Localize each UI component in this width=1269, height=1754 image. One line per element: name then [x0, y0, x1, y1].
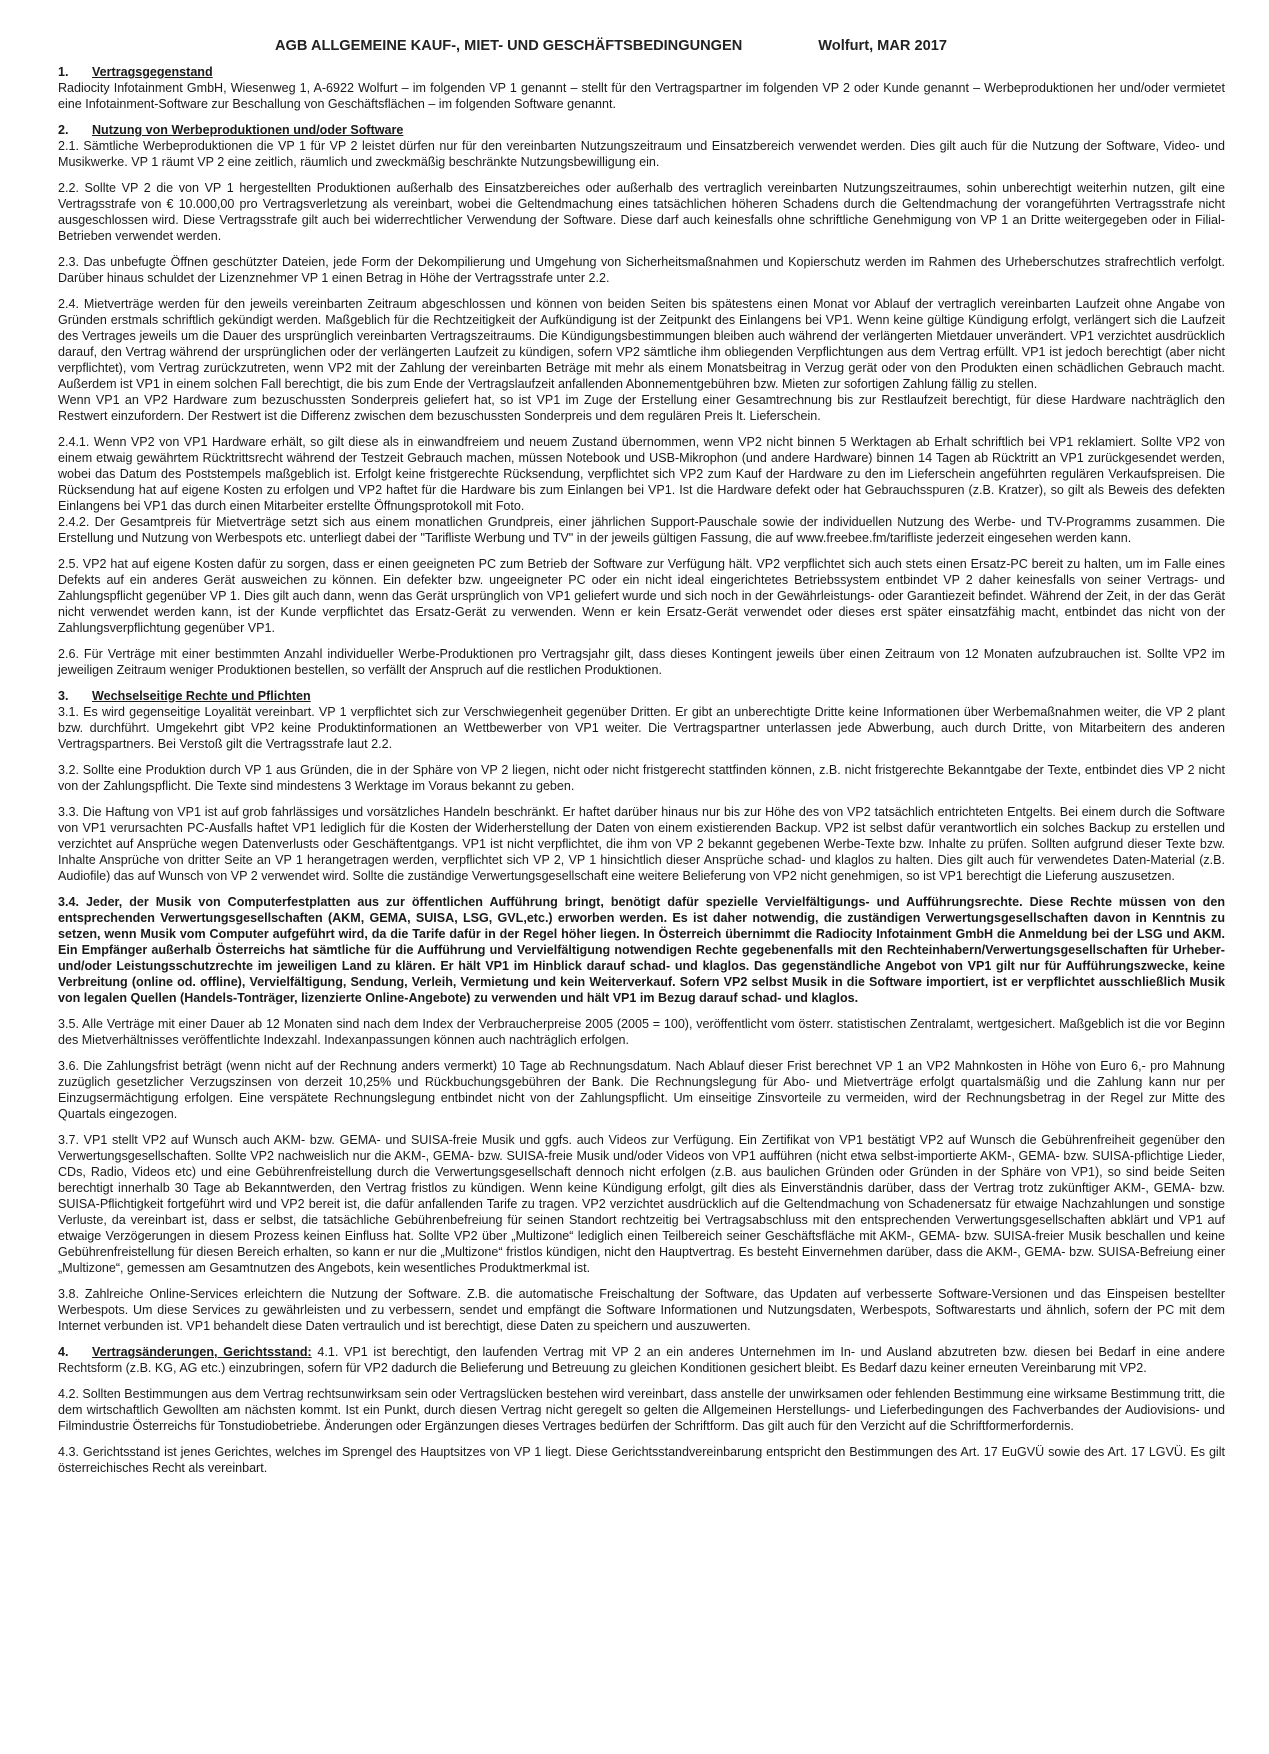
document-header — [58, 38, 1225, 54]
section-1 — [58, 64, 1225, 112]
paragraph-2-5: 2.5. VP2 hat auf eigene Kosten dafür zu sorgen, dass er einen geeigneten PC zum Betrieb der Software zur Verfügung hält. VP2 verpflichtet sich auch stets einen Ersatz-PC bereit zu halten, um im Falle eines Defekts auf ein anderes Gerät ausweichen zu können. Ein defekter bzw. ungeeigneter PC oder ein nicht ideal eingerichtetes Betriebssystem entbindet VP 2 daher keinesfalls von seiner Vertrags- und Zahlungspflicht gegenüber VP 1. Dies gilt auch dann, wenn das Gerät ursprünglich von VP1 geliefert wurde und sich noch in der Gewährleistungs- oder Garantiezeit befindet. Während der Zeit, in der das Gerät nicht verwendet werden kann, ist der Kunde verpflichtet das Ersatz-Gerät zu verwenden. Wenn er kein Ersatz-Gerät verwendet oder dieses erst später einsatzfähig macht, entbindet das nicht von der Zahlungsverpflichtung gegenüber VP1. — [58, 557, 1225, 635]
paragraph-4-2: 4.2. Sollten Bestimmungen aus dem Vertrag rechtsunwirksam sein oder Vertragslücken bestehen wird vereinbart, dass anstelle der unwirksamen oder fehlenden Bestimmung eine wirksame Bestimmung tritt, die dem wirtschaftlich Gewollten am nächsten kommt. Ist ein Punkt, durch diesen Vertrag nicht geregelt so gelten die Allgemeinen Herstellungs- und Lieferbedingungen des Fachverbandes der Audiovisions- und Filmindustrie Österreichs für Tonstudiobetriebe. Änderungen oder Ergänzungen dieses Vertrages bedürfen der Schriftform. Das gilt auch für den Verzicht auf die Schriftformerfordernis. — [58, 1387, 1225, 1433]
section-1-number: 1. — [58, 65, 69, 79]
section-2-title: Nutzung von Werbeproduktionen und/oder Software — [92, 123, 404, 137]
paragraph-3-2: 3.2. Sollte eine Produktion durch VP 1 aus Gründen, die in der Sphäre von VP 2 liegen, nicht oder nicht fristgerecht stattfinden können, z.B. nicht fristgerechte Bekanntgabe der Texte, entbindet dies VP 2 nicht von der Zahlungspflicht. Die Texte sind mindestens 3 Werktage im Voraus bekannt zu geben. — [58, 763, 1225, 793]
section-4-number: 4. — [58, 1345, 69, 1359]
paragraph-2-2: 2.2. Sollte VP 2 die von VP 1 hergestellten Produktionen außerhalb des Einsatzbereiches oder außerhalb des vertraglich vereinbarten Nutzungszeitraumes, sohin unberechtigt weiterhin nutzen, gilt eine Vertragsstrafe von € 10.000,00 pro Vertragsverletzung als vereinbart, wobei die Geltendmachung eines tatsächlichen höheren Schadens durch die Geltendmachung der vorangeführten Vertragsstrafe nicht ausgeschlossen wird. Diese Vertragsstrafe gilt auch bei widerrechtlicher Verwendung der Software. Diese darf auch keinesfalls ohne schriftliche Genehmigung von VP 1 an Dritte weitergegeben oder in Filial-Betrieben verwendet werden. — [58, 181, 1225, 243]
section-4 — [58, 1344, 1225, 1476]
place-date: Wolfurt, MAR 2017 — [818, 38, 947, 54]
paragraph-3-5: 3.5. Alle Verträge mit einer Dauer ab 12 Monaten sind nach dem Index der Verbraucherpreise 2005 (2005 = 100), veröffentlicht vom österr. statistischen Zentralamt, wertgesichert. Maßgeblich ist die vor Beginn des Mietverhältnisses veröffentlichte Indexzahl. Indexanpassungen können auch nachträglich erfolgen. — [58, 1017, 1225, 1047]
paragraph-2-6: 2.6. Für Verträge mit einer bestimmten Anzahl individueller Werbe-Produktionen pro Vertragsjahr gilt, dass dieses Kontingent jeweils über einen Zeitraum von 12 Monaten aufzubrauchen ist. Sollte VP2 im jeweiligen Zeitraum weniger Produktionen bestellen, so verfällt der Anspruch auf die restlichen Produktionen. — [58, 647, 1225, 677]
section-2-heading — [58, 122, 1225, 138]
section-2 — [58, 122, 1225, 678]
paragraph-3-1: 3.1. Es wird gegenseitige Loyalität vereinbart. VP 1 verpflichtet sich zur Verschwiegenheit gegenüber Dritten. Er gibt an unberechtigte Dritte keine Informationen über Werbemaßnahmen weiter, die VP 2 plant bzw. durchführt. Umgekehrt gibt VP2 keine Produktinformationen an Wettbewerber von VP1 weiter. Die Vertragspartner unterlassen jede Abwerbung, auch durch Dritte, von Mitarbeitern des anderen Vertragspartners. Bei Verstoß gilt die Vertragsstrafe laut 2.2. — [58, 705, 1225, 751]
paragraph-3-4: 3.4. Jeder, der Musik von Computerfestplatten aus zur öffentlichen Aufführung bringt, benötigt dafür spezielle Vervielfältigungs- und Aufführungsrechte. Diese Rechte müssen von den entsprechenden Verwertungsgesellschaften (AKM, GEMA, SUISA, LSG, GVL,etc.) erworben werden. Es ist daher notwendig, die zuständigen Verwertungsgesellschaften davon in Kenntnis zu setzen, wenn Musik vom Computer aufgeführt wird, da die Tarife dafür in der Regel höher liegen. In Österreich übernimmt die Radiocity Infotainment GmbH die Anmeldung bei der LSG und AKM. Ein Empfänger außerhalb Österreichs hat sämtliche für die Aufführung und Vervielfältigung notwendigen Rechte gegebenenfalls mit den Rechteinhabern/Verwertungsgesellschaften für Urheber- und/oder Leistungsschutzrechte im jeweiligen Land zu klären. Er hält VP1 im Hinblick darauf schad- und klaglos. Das gegenständliche Angebot von VP1 gilt nur für Aufführungszwecke, keine Verbreitung (online od. offline), Vervielfältigung, Sendung, Verleih, Vermietung und kein Weiterverkauf. Sofern VP2 selbst Musik in die Software importiert, ist er verpflichtet ausschließlich Musik von legalen Quellen (Handels-Tonträger, lizenzierte Online-Angebote) zu verwenden und hält VP1 im Bezug darauf schad- und klaglos. — [58, 895, 1225, 1005]
paragraph-2-4-2: 2.4.2. Der Gesamtpreis für Mietverträge setzt sich aus einem monatlichen Grundpreis, einer jährlichen Support-Pauschale sowie der individuellen Nutzung des Werbe- und TV-Programms zusammen. Die Erstellung und Nutzung von Werbespots etc. unterliegt dabei der "Tarifliste Werbung und TV" in der jeweils gültigen Fassung, die auf www.freebee.fm/tarifliste jederzeit eingesehen werden kann. — [58, 515, 1225, 545]
paragraph-4-3: 4.3. Gerichtsstand ist jenes Gerichtes, welches im Sprengel des Hauptsitzes von VP 1 liegt. Diese Gerichtsstandvereinbarung entspricht den Bestimmungen des Art. 17 EuGVÜ sowie des Art. 17 LGVÜ. Es gilt österreichisches Recht als vereinbart. — [58, 1445, 1225, 1475]
paragraph-3-8: 3.8. Zahlreiche Online-Services erleichtern die Nutzung der Software. Z.B. die automatische Freischaltung der Software, das Updaten auf verbesserte Software-Versionen und das Einspeisen bestellter Werbespots. Um diese Services zu gewährleisten und zu verbessern, sendet und empfängt die Software Informationen und Nutzungsdaten, Werbespots, Softwarestarts und ähnlich, sofern der PC mit dem Internet verbunden ist. VP1 behandelt diese Daten vertraulich und ist berechtigt, diese Daten zu speichern und auszuwerten. — [58, 1287, 1225, 1333]
paragraph-4-1-text: 4.1. VP1 ist berechtigt, den laufenden Vertrag mit VP 2 an ein anderes Unternehmen im In- und Ausland abzutreten bzw. diesen bei Bedarf in eine andere Rechtsform (z.B. KG, AG etc.) einzubringen, sofern für VP2 dadurch die Belieferung und Betreuung zu gleichen Konditionen gesichert bleibt. Es Bedarf dazu keiner erneuten Vereinbarung mit VP2. — [58, 1345, 1225, 1375]
section-3-heading — [58, 688, 1225, 704]
paragraph-3-3: 3.3. Die Haftung von VP1 ist auf grob fahrlässiges und vorsätzliches Handeln beschränkt. Er haftet darüber hinaus nur bis zur Höhe des von VP2 tatsächlich entrichteten Entgelts. Bei einem durch die Software von VP1 verursachten PC-Ausfalls haftet VP1 lediglich für die Kosten der Widerherstellung der Daten von einem existierenden Backup. VP2 ist selbst dafür verantwortlich ein solches Backup zu erstellen und verzichtet auf Ansprüche wegen Datenverlusts oder Geschäftentgangs. VP1 ist nicht verpflichtet, die ihm von VP 2 bekannt gegebenen Werbe-Texte bzw. Inhalte zu prüfen. Sollten aufgrund dieser Texte bzw. Inhalte Ansprüche von dritter Seite an VP 1 herangetragen werden, verpflichtet sich VP 2, VP 1 hinsichtlich dieser Ansprüche schad- und klaglos zu halten. Dies gilt auch für verwendetes Daten-Material (z.B. Audiofile) das auf Wunsch von VP 2 verwendet wird. Sollte die zuständige Verwertungsgesellschaft eine weitere Belieferung von VP2 nicht genehmigen, so ist VP1 berechtigt die Lieferung auszusetzen. — [58, 805, 1225, 883]
section-1-title: Vertragsgegenstand — [92, 65, 213, 79]
section-2-number: 2. — [58, 123, 69, 137]
section-4-title: Vertragsänderungen, Gerichtsstand: — [92, 1345, 312, 1359]
section-3-number: 3. — [58, 689, 69, 703]
paragraph-2-1: 2.1. Sämtliche Werbeproduktionen die VP 1 für VP 2 leistet dürfen nur für den vereinbarten Nutzungszeitraum und Einsatzbereich verwendet werden. Dies gilt auch für die Nutzung der Software, Video- und Musikwerke. VP 1 räumt VP 2 eine zeitlich, räumlich und zweckmäßig beschränkte Nutzungsbewilligung ein. — [58, 139, 1225, 169]
paragraph-2-4: 2.4. Mietverträge werden für den jeweils vereinbarten Zeitraum abgeschlossen und können von beiden Seiten bis spätestens einen Monat vor Ablauf der vertraglich vereinbarten Laufzeit ohne Angabe von Gründen erstmals schriftlich gekündigt werden. Maßgeblich für die Rechtzeitigkeit der Aufkündigung ist der Zeitpunkt des Einlangens bei VP1. Wenn keine gültige Kündigung erfolgt, verlängert sich die Laufzeit des Vertrages jeweils um die Dauer des ursprünglich vereinbarten Vertragszeitraums. Die Kündigungsbestimmungen bleiben auch während der verlängerten Mietdauer unverändert. VP1 verzichtet ausdrücklich darauf, den Vertrag während der ursprünglichen oder der verlängerten Laufzeit zu kündigen, sofern VP2 sämtliche ihm obliegenden Verpflichtungen aus dem Vertrag erfüllt. VP1 ist jedoch berechtigt (aber nicht verpflichtet), vom Vertrag zurückzutreten, wenn VP2 mit der Zahlung der vereinbarten Beträge mit mehr als einem Monatsbeitrag in Verzug gerät oder von den Produkten einen schädlichen Gebrauch macht. Außerdem ist VP1 in einem solchen Fall berechtigt, die bis zum Ende der Vertragslaufzeit anfallenden Abonnementgebühren bzw. Mieten zur sofortigen Zahlung fällig zu stellen. — [58, 297, 1225, 391]
paragraph-2-4-hardware: Wenn VP1 an VP2 Hardware zum bezuschussten Sonderpreis geliefert hat, so ist VP1 im Zuge der Erstellung einer Gesamtrechnung bis zur Restlaufzeit berechtigt, für diese Hardware nachträglich den Restwert einzufordern. Der Restwert ist die Differenz zwischen dem bezuschussten Sonderpreis und dem regulären Preis lt. Lieferschein. — [58, 393, 1225, 423]
paragraph-3-6: 3.6. Die Zahlungsfrist beträgt (wenn nicht auf der Rechnung anders vermerkt) 10 Tage ab Rechnungsdatum. Nach Ablauf dieser Frist berechnet VP 1 an VP2 Mahnkosten in Höhe von Euro 6,- pro Mahnung zuzüglich gesetzlicher Verzugszinsen von derzeit 10,25% und Rückbuchungsgebühren der Bank. Die Rechnungslegung für Abo- und Mietverträge erfolgt quartalsmäßig und die Zahlung kann nur per Einzugsermächtigung erfolgen. Eine verspätete Rechnungslegung entbindet nicht von der Zahlungspflicht. Um einseitige Zinsvorteile zu vermeiden, wird der Rechnungsbetrag in der Regel zur Mitte des Quartals eingezogen. — [58, 1059, 1225, 1121]
paragraph-1: Radiocity Infotainment GmbH, Wiesenweg 1, A-6922 Wolfurt – im folgenden VP 1 genannt – stellt für den Vertragspartner im folgenden VP 2 oder Kunde genannt – Werbeproduktionen her und/oder vermietet eine Infotainment-Software zur Beschallung von Geschäftsflächen – im folgenden Software genannt. — [58, 81, 1225, 111]
document-title: AGB ALLGEMEINE KAUF-, MIET- UND GESCHÄFTSBEDINGUNGEN — [275, 38, 743, 54]
section-3-title: Wechselseitige Rechte und Pflichten — [92, 689, 311, 703]
paragraph-2-3: 2.3. Das unbefugte Öffnen geschützter Dateien, jede Form der Dekompilierung und Umgehung von Sicherheitsmaßnahmen und Kopierschutz werden im Rahmen des Urheberschutzes strafrechtlich verfolgt. Darüber hinaus schuldet der Lizenznehmer VP 1 einen Betrag in Höhe der Vertragsstrafe unter 2.2. — [58, 255, 1225, 285]
section-1-heading — [58, 64, 1225, 80]
paragraph-4-1 — [58, 1344, 1225, 1376]
paragraph-2-4-1: 2.4.1. Wenn VP2 von VP1 Hardware erhält, so gilt diese als in einwandfreiem und neuem Zustand übernommen, wenn VP2 nicht binnen 5 Werktagen ab Erhalt schriftlich bei VP1 reklamiert. Sollte VP2 von einem etwaig gewährtem Rücktrittsrecht während der Testzeit Gebrauch machen, müssen Notebook und USB-Mikrophon (und andere Hardware) binnen 14 Tagen ab Rücktritt an VP1 zurückgesendet werden, wobei das Datum des Poststempels maßgeblich ist. Erfolgt keine fristgerechte Rücksendung, verpflichtet sich VP2 zum Kauf der Hardware zu den im Lieferschein angeführten regulären Verkaufspreisen. Die Rücksendung hat auf eigene Kosten zu erfolgen und VP2 haftet für die Hardware bis zum Einlangen bei VP1. Ist die Hardware defekt oder hat Gebrauchsspuren (z.B. Kratzer), so gilt als Beweis des defekten Einlangens bei VP1 das durch einen Mitarbeiter erstellte Öffnungsprotokoll mit Foto. — [58, 435, 1225, 513]
section-3 — [58, 688, 1225, 1334]
paragraph-3-7: 3.7. VP1 stellt VP2 auf Wunsch auch AKM- bzw. GEMA- und SUISA-freie Musik und ggfs. auch Videos zur Verfügung. Ein Zertifikat von VP1 bestätigt VP2 auf Wunsch die Gebührenfreiheit gegenüber den Verwertungsgesellschaften. Sollte VP2 nachweislich nur die AKM-, GEMA- bzw. SUISA-freie Musik und/oder Videos von VP1 aufführen (nicht etwa selbst-importierte AKM-, GEMA- bzw. SUISA-pflichtige Lieder, CDs, Radio, Videos etc) und eine Gebührenfreistellung durch die Verwertungsgesellschaft dennoch nicht erfolgen (z.B. aus baulichen Gründen oder Gründen in der Sphäre von VP1), so sind beide Seiten berechtigt innerhalb 30 Tage ab Bekanntwerden, den Vertrag fristlos zu kündigen. Wenn keine Kündigung erfolgt, gilt dies als Einverständnis darüber, dass der Vertrag trotz zukünftiger AKM-, GEMA- bzw. SUISA-Pflichtigkeit fortgeführt wird und VP2 bereit ist, die dafür anfallenden Tarife zu tragen. VP2 verzichtet ausdrücklich auf die Geltendmachung von Schadenersatz für etwaige Nachzahlungen und sonstige Verluste, da vereinbart ist, dass er selbst, die tatsächliche Gebührenbefreiung für seinen Standort rechtzeitig bei Vertragsabschluss mit den entsprechenden Verwertungsgesellschaften abklärt und VP1 auf etwaige Verzögerungen in diesem Prozess keinen Einfluss hat. Sollte VP2 über „Multizone“ lediglich einen Teilbereich seiner Geschäftsfläche mit AKM-, GEMA- bzw. SUISA-freier Musik beschallen und keine Gebührenfreistellung für diesen Bereich erhalten, so kann er nur die „Multizone“ fristlos kündigen, nicht den Hauptvertrag. Es besteht Einvernehmen darüber, dass die AKM-, GEMA- bzw. SUISA-Befreiung einer „Multizone“, gemessen am Gesamtnutzen des Angebots, kein wesentliches Produktmerkmal ist. — [58, 1133, 1225, 1275]
